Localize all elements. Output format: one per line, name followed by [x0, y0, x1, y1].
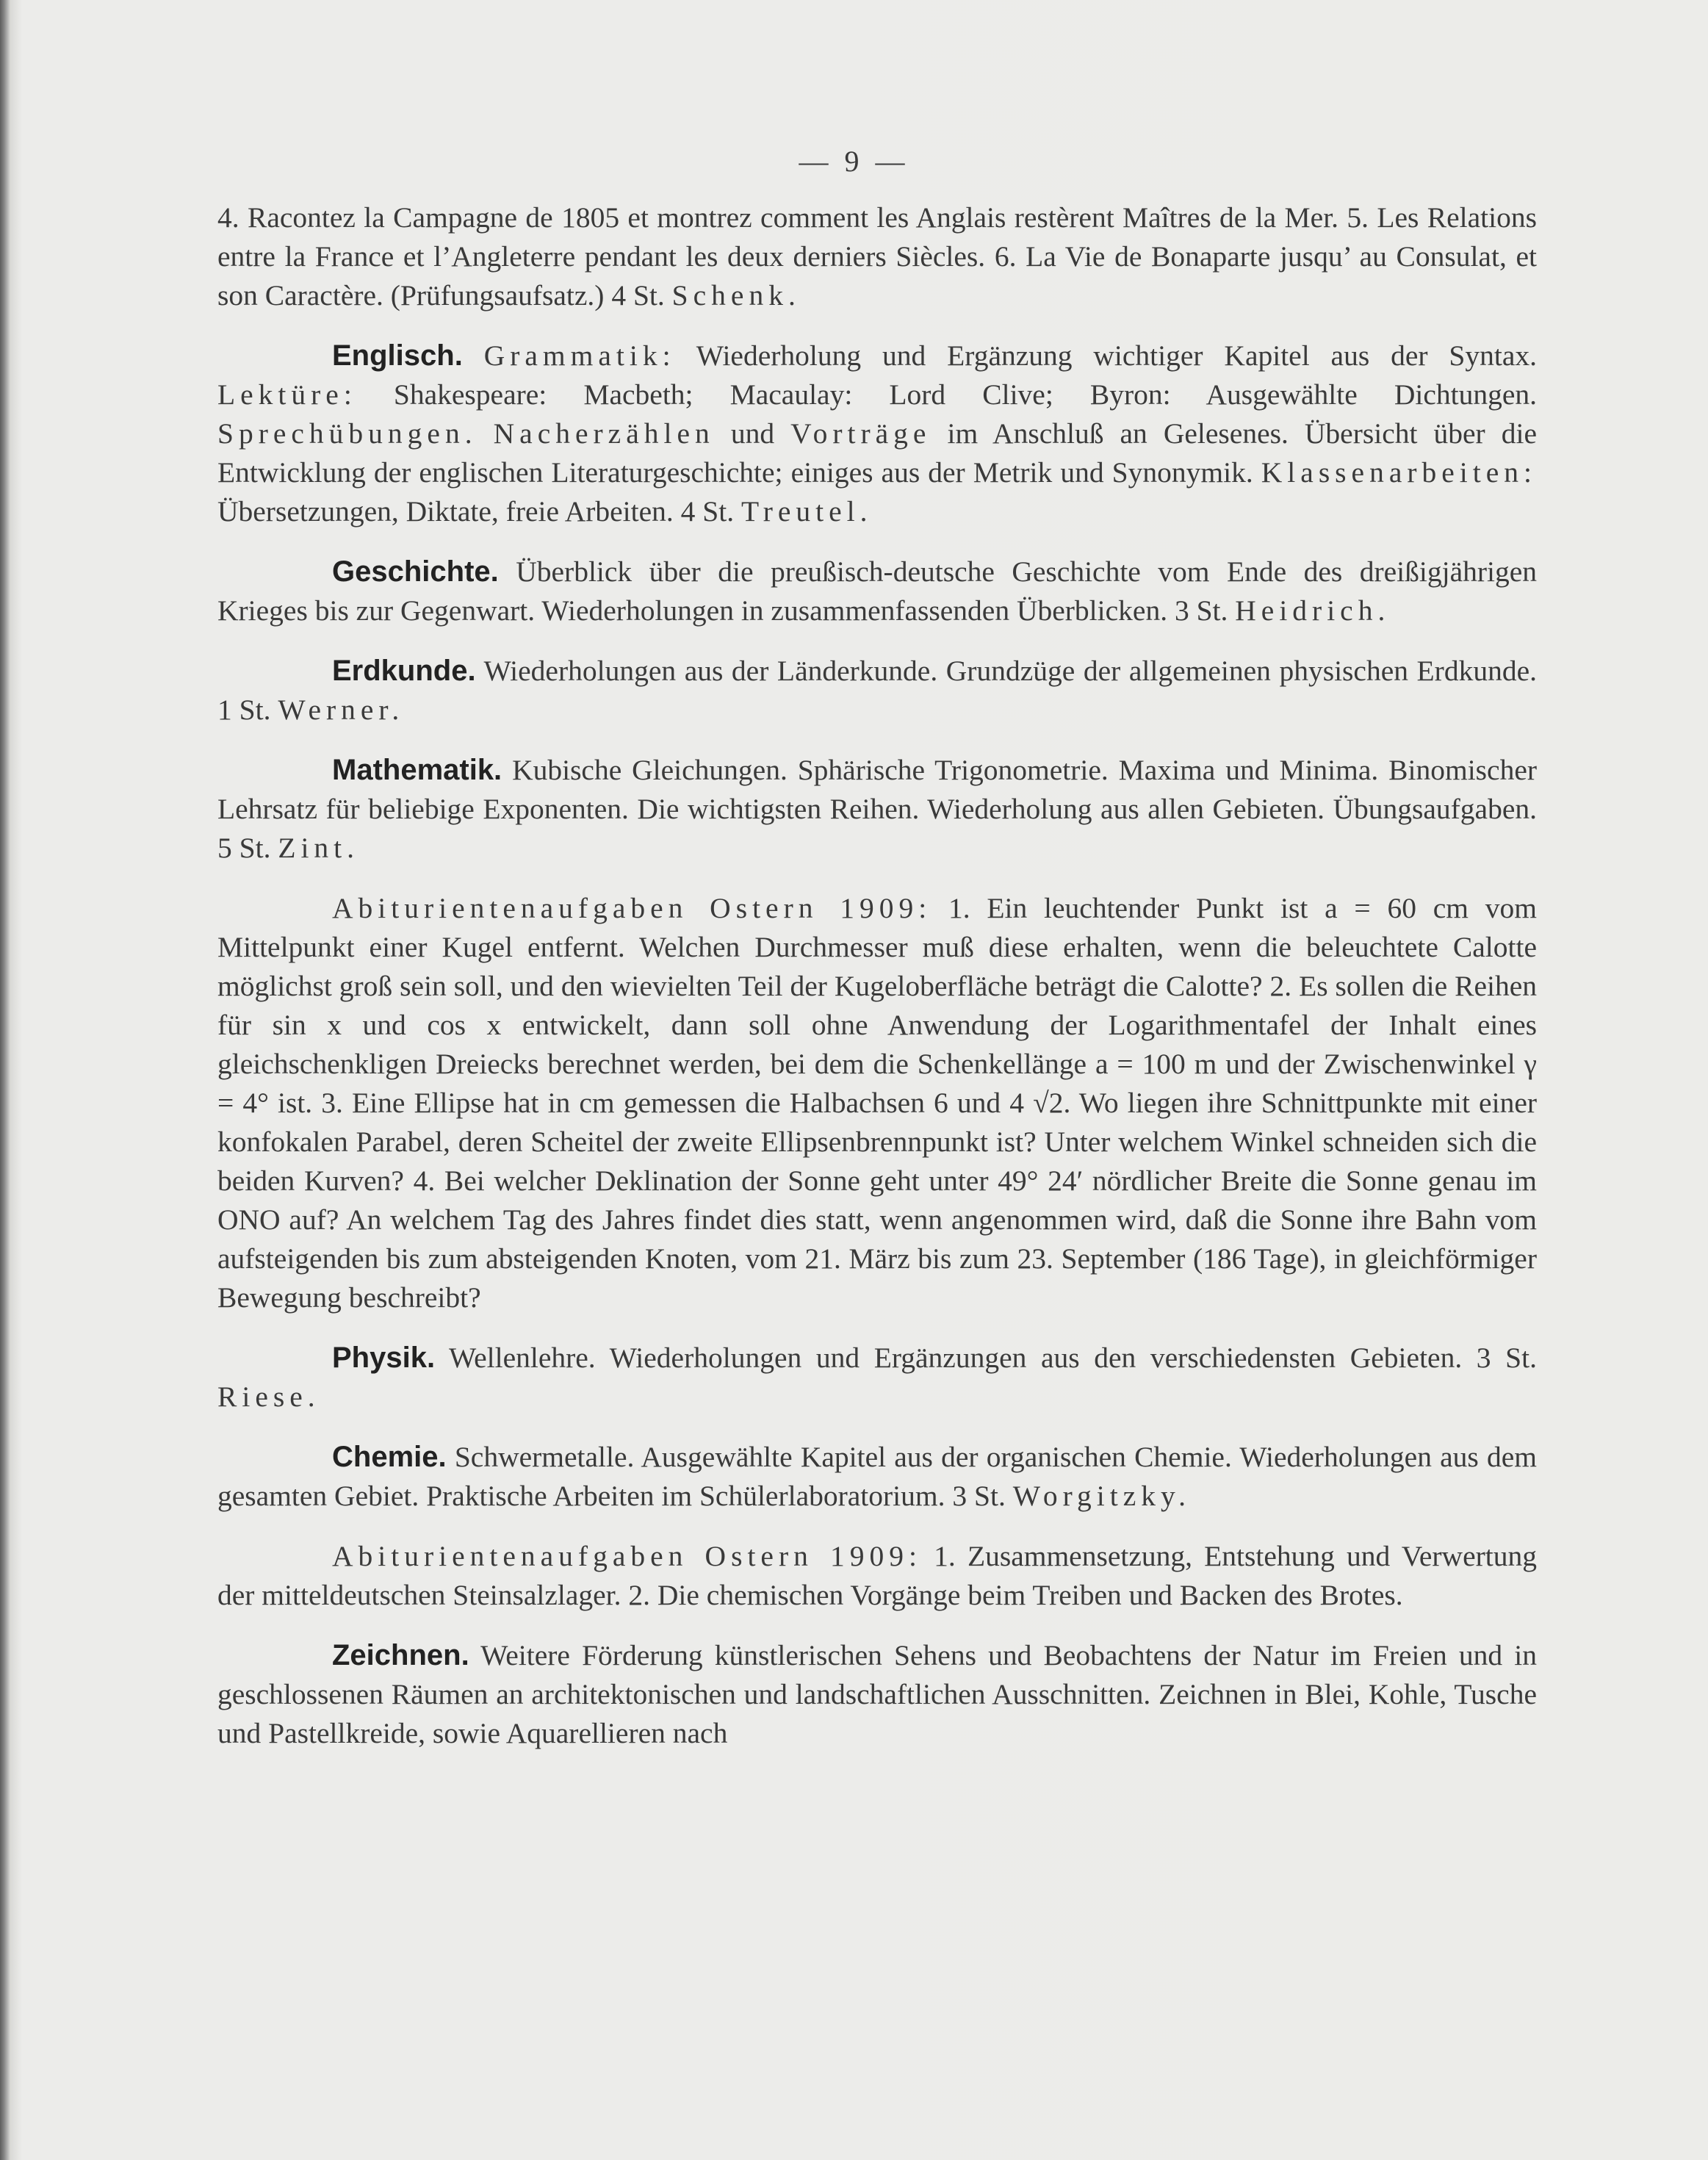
geschichte-teacher: Heidrich. — [1235, 594, 1391, 627]
chemie-text: Schwermetalle. Ausgewählte Kapitel aus der organischen Chemie. Wiederholungen aus dem gesamten Gebiet. Praktische Arbeiten im Schülerlaboratorium. 3 St. — [217, 1441, 1538, 1512]
section-zeichnen — [217, 1636, 1537, 1753]
section-physik — [217, 1339, 1537, 1416]
section-chemie — [217, 1438, 1537, 1516]
physik-text: Wellenlehre. Wiederholungen und Ergänzungen aus den verschiedensten Gebieten. 3 St. — [448, 1342, 1537, 1374]
englisch-class-label: Klassenarbeiten: — [1261, 456, 1538, 489]
subject-heading-physik: Physik. — [332, 1342, 436, 1374]
englisch-speech-label: Sprechübungen. — [217, 417, 478, 450]
section-erdkunde — [217, 652, 1537, 730]
zeichnen-text: Weitere Förderung künstlerischen Sehens und Beobachtens der Natur im Freien und in geschlossenen Räumen an architektonischen und landschaftlichen Ausschnitten. Zeichnen in Blei, Kohle, Tusche und Pastellkreide, sowie Aquarellieren nach — [217, 1639, 1537, 1749]
subject-heading-erdkunde: Erdkunde. — [332, 655, 476, 687]
subject-heading-geschichte: Geschichte. — [332, 555, 499, 588]
mathematik-text: Kubische Gleichungen. Sphärische Trigonometrie. Maxima und Minima. Binomischer Lehrsatz für beliebige Exponenten. Die wichtigsten Reihen. Wiederholung aus allen Gebieten. Übungsaufgaben. 5 St. — [217, 754, 1538, 864]
mathematik-exam-part-1: 1. Ein leuchtender Punkt ist a = 60 cm vom Mittelpunkt einer Kugel entfernt. Welchen Durchmesser muß diese erhalten, wenn die beleuchtete Calotte möglichst groß sein soll, und den wievielten Teil der Kugeloberfläche beträgt die Calotte? 2. Es sollen die Reihen für sin x und cos x entwickelt, dann soll ohne Anwendung der Logarithmentafel der Inhalt eines gleichschenkligen Dreiecks berechnet werden, bei dem die Schenkellänge a = 100 m und der Zwischenwinkel γ = 4° ist. 3. Eine Ellipse hat in cm gemessen die Halbachsen 6 und 4 — [217, 892, 1537, 1119]
englisch-speech-text-2: und — [730, 417, 775, 450]
mathematik-exam-label: Abiturientenaufgaben Ostern 1909: — [332, 892, 932, 924]
englisch-grammar-label: Grammatik: — [483, 339, 676, 372]
subject-heading-zeichnen: Zeichnen. — [332, 1639, 469, 1671]
geschichte-text: Überblick über die preußisch-deutsche Geschichte vom Ende des dreißigjährigen Krieges bis zur Gegenwart. Wiederholungen in zusammenfassenden Überblicken. 3 St. — [217, 555, 1538, 627]
document-body — [217, 198, 1537, 1753]
mathematik-exam-part-2: Wo liegen ihre Schnittpunkte mit einer konfokalen Parabel, deren Scheitel der zweite Ellipsenbrennpunkt ist? Unter welchem Winkel schneiden sich die beiden Kurven? 4. Bei welcher Deklination der Sonne geht unter 49° 24′ nördlicher Breite die Sonne genau im ONO auf? An welchem Tag des Jahres findet dies statt, wenn angenommen wird, daß die Sonne ihre Bahn vom aufsteigenden bis zum absteigenden Knoten, vom 21. März bis zum 23. September (186 Tage), in gleichförmiger Bewegung beschreibt? — [217, 1087, 1538, 1314]
french-topics-paragraph — [217, 198, 1537, 315]
erdkunde-text: Wiederholungen aus der Länderkunde. Grundzüge der allgemeinen physischen Erdkunde. 1 St. — [217, 655, 1537, 726]
section-mathematik — [217, 751, 1537, 868]
chemie-exam-paragraph — [217, 1537, 1537, 1615]
englisch-speech-text: Nacherzählen — [493, 417, 715, 450]
mathematik-exam-paragraph — [217, 889, 1537, 1317]
french-topics-text: 4. Racontez la Campagne de 1805 et montrez comment les Anglais restèrent Maîtres de la Mer. 5. Les Relations entre la France et l’Angleterre pendant les deux derniers Siècles. 6. La Vie de Bonaparte jusqu’ au Consulat, et son Caractère. (Prüfungsaufsatz.) 4 St. — [217, 201, 1537, 312]
section-englisch — [217, 336, 1537, 531]
englisch-speech-text-3: Vorträge — [790, 417, 932, 450]
englisch-reading-label: Lektüre: — [217, 378, 357, 411]
chemie-exam-label: Abiturientenaufgaben Ostern 1909: — [332, 1540, 922, 1572]
subject-heading-mathematik: Mathematik. — [332, 754, 502, 786]
physik-teacher: Riese. — [217, 1380, 320, 1413]
page-number: — 9 — — [799, 145, 909, 178]
subject-heading-chemie: Chemie. — [332, 1441, 447, 1473]
subject-heading-englisch: Englisch. — [332, 339, 463, 372]
chemie-teacher: Worgitzky. — [1012, 1480, 1192, 1512]
englisch-reading-text: Shakespeare: Macbeth; Macaulay: Lord Clive; Byron: Ausgewählte Dichtungen. — [393, 378, 1537, 411]
french-teacher: Schenk. — [671, 279, 801, 312]
square-root-expression: √2. — [1033, 1087, 1071, 1119]
section-geschichte — [217, 552, 1537, 630]
chemie-exam-text: 1. Zusammensetzung, Entstehung und Verwertung der mitteldeutschen Steinsalzlager. 2. Die chemischen Vorgänge beim Treiben und Backen des Brotes. — [217, 1540, 1537, 1611]
mathematik-teacher: Zint. — [278, 832, 360, 864]
englisch-teacher: Treutel. — [741, 495, 873, 528]
erdkunde-teacher: Werner. — [278, 694, 405, 726]
englisch-speech-text-4: im Anschluß an Gelesenes. Übersicht über die Entwicklung der englischen Literaturgeschichte; einiges aus der Metrik und Synonymik. — [217, 417, 1538, 489]
englisch-grammar-text: Wiederholung und Ergänzung wichtiger Kapitel aus der Syntax. — [696, 339, 1538, 372]
englisch-class-text: Übersetzungen, Diktate, freie Arbeiten. 4 St. — [217, 495, 735, 528]
